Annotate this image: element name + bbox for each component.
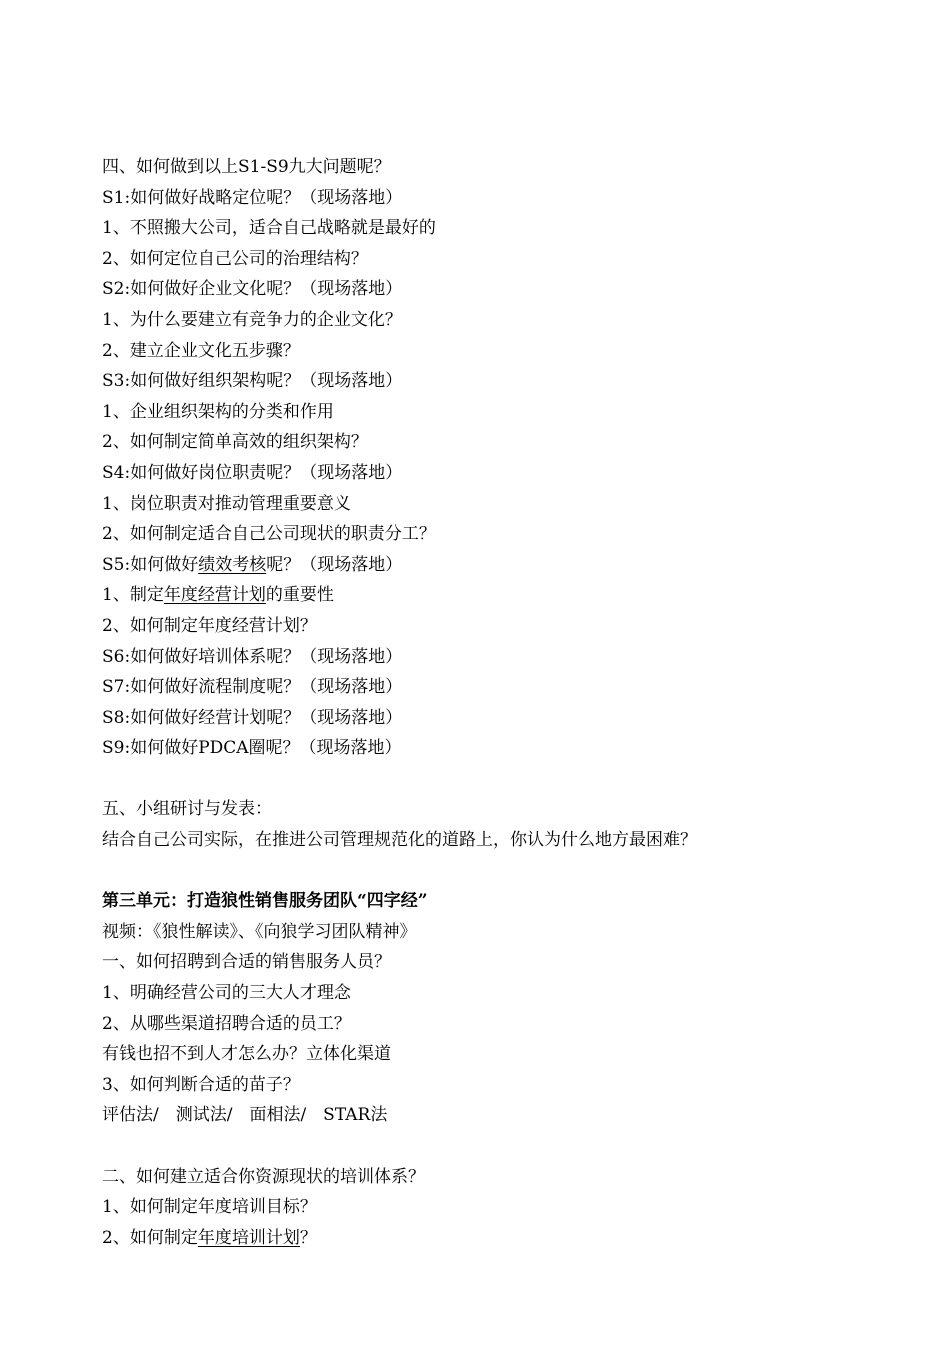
section5-title: 五、小组研讨与发表： — [102, 799, 272, 820]
s6-heading: S6:如何做好培训体系呢？（现场落地） — [102, 646, 403, 667]
s5-suffix: 呢？（现场落地） — [266, 554, 403, 575]
unit3-q1-item-3-note: 评估法/ 测试法/ 面相法/ STAR法 — [102, 1105, 388, 1126]
s4-item-2: 2、如何制定适合自己公司现状的职责分工？ — [102, 524, 436, 545]
s5-item-1-suffix: 的重要性 — [265, 585, 334, 606]
s2-item-1: 1、为什么要建立有竞争力的企业文化？ — [102, 309, 402, 330]
s3-item-1: 1、企业组织架构的分类和作用 — [102, 401, 334, 422]
s5-item-1 — [102, 580, 922, 611]
unit3-video: 视频：《狼性解读》、《向狼学习团队精神》 — [102, 921, 417, 942]
s1-heading: S1:如何做好战略定位呢？（现场落地） — [102, 187, 403, 208]
section5-text: 结合自己公司实际，在推进公司管理规范化的道路上，你认为什么地方最困难？ — [102, 830, 697, 851]
s8-heading: S8:如何做好经营计划呢？（现场落地） — [102, 707, 403, 728]
unit3-q2-item-2 — [102, 1223, 922, 1254]
s4-item-1: 1、岗位职责对推动管理重要意义 — [102, 493, 351, 514]
unit3-q2-item-2-suffix: ？ — [299, 1227, 317, 1248]
s5-heading — [102, 550, 922, 581]
unit3-q1-item-1: 1、明确经营公司的三大人才理念 — [102, 983, 351, 1004]
blank-line — [102, 1131, 922, 1162]
s9-heading: S9:如何做好PDCA圈呢？（现场落地） — [102, 738, 402, 759]
blank-line — [102, 856, 922, 887]
unit3-q2-item-2-prefix: 2、如何制定 — [102, 1227, 198, 1248]
s5-link-performance[interactable]: 绩效考核 — [198, 554, 267, 575]
s5-prefix: S5:如何做好 — [102, 554, 199, 575]
blank-line — [102, 764, 922, 795]
document-page — [102, 152, 922, 1253]
s7-heading: S7:如何做好流程制度呢？（现场落地） — [102, 677, 403, 698]
s3-item-2: 2、如何制定简单高效的组织架构？ — [102, 432, 368, 453]
s5-link-annual-plan[interactable]: 年度经营计划 — [163, 585, 266, 606]
unit3-q2: 二、如何建立适合你资源现状的培训体系？ — [102, 1166, 425, 1187]
s5-item-1-prefix: 1、制定 — [102, 585, 164, 606]
unit3-q1: 一、如何招聘到合适的销售服务人员？ — [102, 952, 391, 973]
unit3-q1-item-2-note: 有钱也招不到人才怎么办？立体化渠道 — [102, 1044, 391, 1065]
s2-item-2: 2、建立企业文化五步骤？ — [102, 340, 300, 361]
unit3-q2-item-1: 1、如何制定年度培训目标？ — [102, 1197, 317, 1218]
s1-item-1: 1、不照搬大公司，适合自己战略就是最好的 — [102, 218, 436, 239]
unit3-title: 第三单元：打造狼性销售服务团队“四字经” — [102, 891, 428, 912]
unit3-q1-item-2: 2、从哪些渠道招聘合适的员工？ — [102, 1013, 351, 1034]
s4-heading: S4:如何做好岗位职责呢？（现场落地） — [102, 462, 403, 483]
s3-heading: S3:如何做好组织架构呢？（现场落地） — [102, 371, 403, 392]
section4-title: 四、如何做到以上S1-S9九大问题呢？ — [102, 157, 391, 177]
s5-item-2: 2、如何制定年度经营计划？ — [102, 615, 317, 636]
s2-heading: S2:如何做好企业文化呢？（现场落地） — [102, 279, 403, 300]
s1-item-2: 2、如何定位自己公司的治理结构？ — [102, 248, 368, 269]
unit3-q1-item-3: 3、如何判断合适的苗子？ — [102, 1074, 300, 1095]
link-annual-training-plan[interactable]: 年度培训计划 — [197, 1227, 300, 1248]
